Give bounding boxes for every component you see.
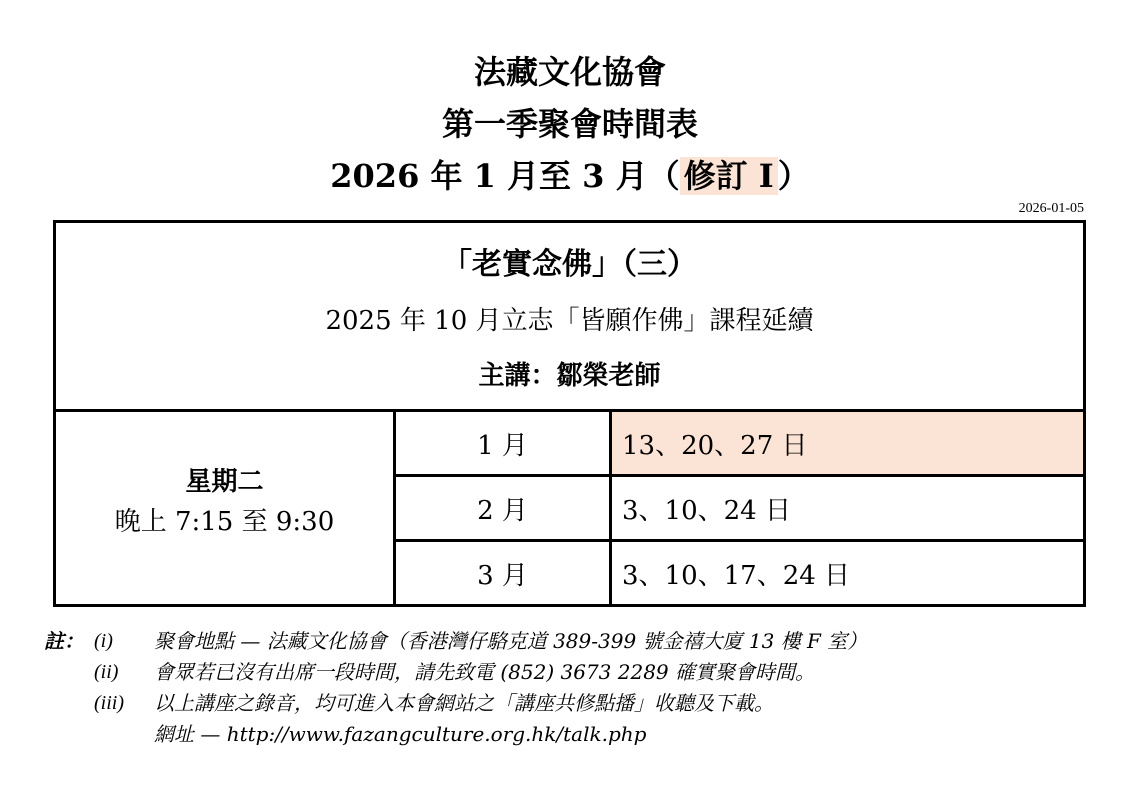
notes-label: 註： <box>44 629 84 653</box>
month-label: 1 月 <box>396 412 612 474</box>
period-title <box>0 156 1140 196</box>
session-time: 晚上 7:15 至 9:30 <box>114 507 335 537</box>
notes-section <box>44 626 1104 750</box>
schedule-title: 第一季聚會時間表 <box>441 105 698 143</box>
note-number: (iii) <box>94 692 124 714</box>
period-prefix: 2026 年 1 月至 3 月（ <box>330 157 680 195</box>
month-label: 2 月 <box>396 477 612 539</box>
note-item <box>44 626 1104 657</box>
note-text: 會眾若已沒有出席一段時間，請先致電 (852) 3673 2289 確實聚會時間。 <box>154 660 816 684</box>
month-row <box>396 542 1083 604</box>
schedule-table <box>53 220 1086 607</box>
note-item <box>44 657 1104 688</box>
month-dates: 13、20、27 日 <box>612 412 1083 474</box>
note-number: (i) <box>94 630 113 652</box>
month-dates: 3、10、17、24 日 <box>622 560 851 591</box>
revision-badge: 修訂 I <box>680 157 778 195</box>
session-time-cell <box>56 412 396 604</box>
month-row <box>396 412 1083 477</box>
note-text: 聚會地點 — 法藏文化協會（香港灣仔駱克道 389-399 號金禧大廈 13 樓 F 室） <box>154 629 868 653</box>
session-day: 星期二 <box>185 467 264 497</box>
website-link[interactable]: 網址 — http://www.fazangculture.org.hk/talk.php <box>154 722 647 746</box>
month-dates: 3、10、24 日 <box>622 495 791 526</box>
note-item <box>44 688 1104 719</box>
lecturer: 主講：鄒榮老師 <box>478 361 661 391</box>
course-subtitle: 2025 年 10 月立志「皆願作佛」課程延續 <box>325 306 814 336</box>
org-title: 法藏文化協會 <box>473 53 666 91</box>
note-number: (ii) <box>94 661 119 683</box>
document-date: 2026-01-05 <box>1018 201 1084 216</box>
month-row <box>396 477 1083 542</box>
month-label: 3 月 <box>396 542 612 604</box>
note-item <box>44 719 1104 750</box>
course-title: 「老實念佛」（三） <box>442 247 697 282</box>
course-header <box>56 223 1083 412</box>
period-suffix: ） <box>777 157 810 195</box>
note-text: 以上講座之錄音，均可進入本會網站之「講座共修點播」收聽及下載。 <box>154 691 774 715</box>
